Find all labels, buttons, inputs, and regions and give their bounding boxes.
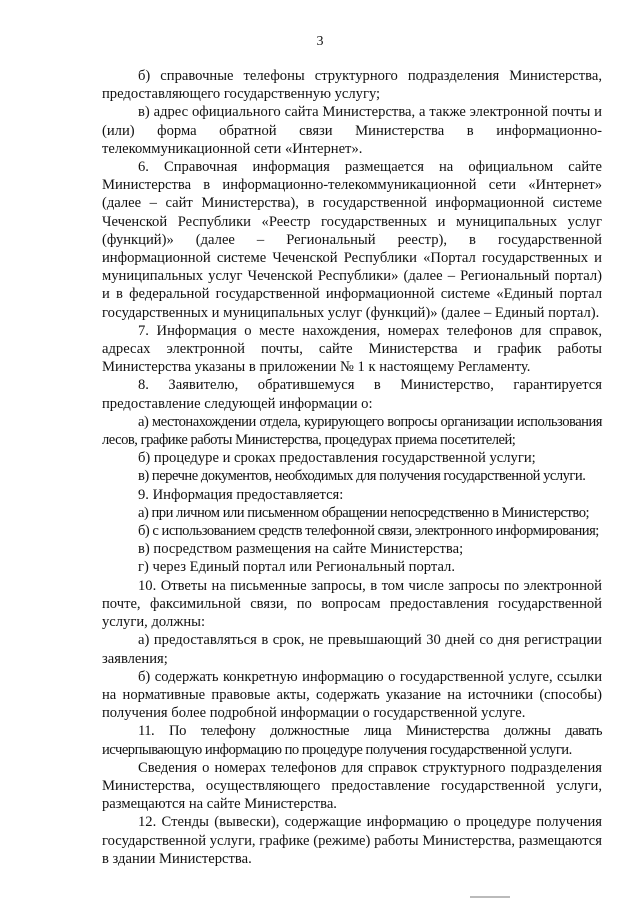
paragraph: а) при личном или письменном обращении непосредственно в Министерство; — [138, 504, 590, 521]
paragraph: 9. Информация предоставляется: — [138, 486, 344, 503]
scan-artifact — [470, 896, 510, 898]
paragraph: б) процедуре и сроках предоставления государственной услуги; — [138, 450, 536, 467]
paragraph: г) через Единый портал или Региональный портал. — [138, 559, 455, 576]
paragraph: б) содержать конкретную информацию о государственной услуге, ссылки на нормативные правовые акты, содержать указание на источники (способы) получения более подробной информации о государственной услуге. — [102, 668, 602, 722]
paragraph: а) местонахождении отдела, курирующего вопросы организации использования лесов, графике работы Министерства, процедурах приема посетителей; — [102, 413, 602, 449]
paragraph: в) адрес официального сайта Министерства, а также электронной почты и (или) форма обратной связи Министерства в информационно-телекоммуникационной сети «Интернет». — [102, 104, 602, 157]
paragraph: 7. Информация о месте нахождения, номерах телефонов для справок, адресах электронной почты, сайте Министерства и график работы Министерства указаны в приложении № 1 к настоящему Регламенту. — [102, 322, 602, 376]
paragraph: Сведения о номерах телефонов для справок структурного подразделения Министерства, осуществляющего предоставление государственной услуги, размещаются на сайте Министерства. — [102, 759, 602, 813]
paragraph: в) перечне документов, необходимых для получения государственной услуги. — [138, 468, 586, 485]
paragraph: 11. По телефону должностные лица Министерства должны давать исчерпывающую информацию по процедуре получения государственной услуги. — [102, 723, 602, 758]
document-body — [102, 67, 602, 868]
page-number: 3 — [316, 34, 324, 49]
paragraph: 10. Ответы на письменные запросы, в том числе запросы по электронной почте, факсимильной связи, по вопросам предоставления государственной услуги, должны: — [102, 577, 602, 631]
paragraph: а) предоставляться в срок, не превышающий 30 дней со дня регистрации заявления; — [102, 632, 602, 667]
paragraph: б) справочные телефоны структурного подразделения Министерства, предоставляющего государственную услугу; — [102, 68, 602, 103]
paragraph: б) с использованием средств телефонной связи, электронного информирования; — [138, 523, 599, 540]
paragraph: в) посредством размещения на сайте Министерства; — [138, 541, 464, 558]
paragraph: 12. Стенды (вывески), содержащие информацию о процедуре получения государственной услуги, графике (режиме) работы Министерства, размещаются в здании Министерства. — [102, 814, 602, 867]
paragraph: 6. Справочная информация размещается на официальном сайте Министерства в информационно-телекоммуникационной сети «Интернет» (далее – сайт Министерства), в государственной информационной системе Чеченской Республики «Реестр государственных и муниципальных услуг (функций)» (далее – Региональный реестр), в государственной информационной системе Чеченской Республики «Портал государственных и муниципальных услуг Чеченской Республики» (далее – Региональный портал) и в федеральной государственной информационной системе «Единый портал государственных и муниципальных услуг (функций)» (далее – Единый портал). — [102, 159, 602, 321]
paragraph: 8. Заявителю, обратившемуся в Министерство, гарантируется предоставление следующей информации о: — [102, 377, 602, 412]
